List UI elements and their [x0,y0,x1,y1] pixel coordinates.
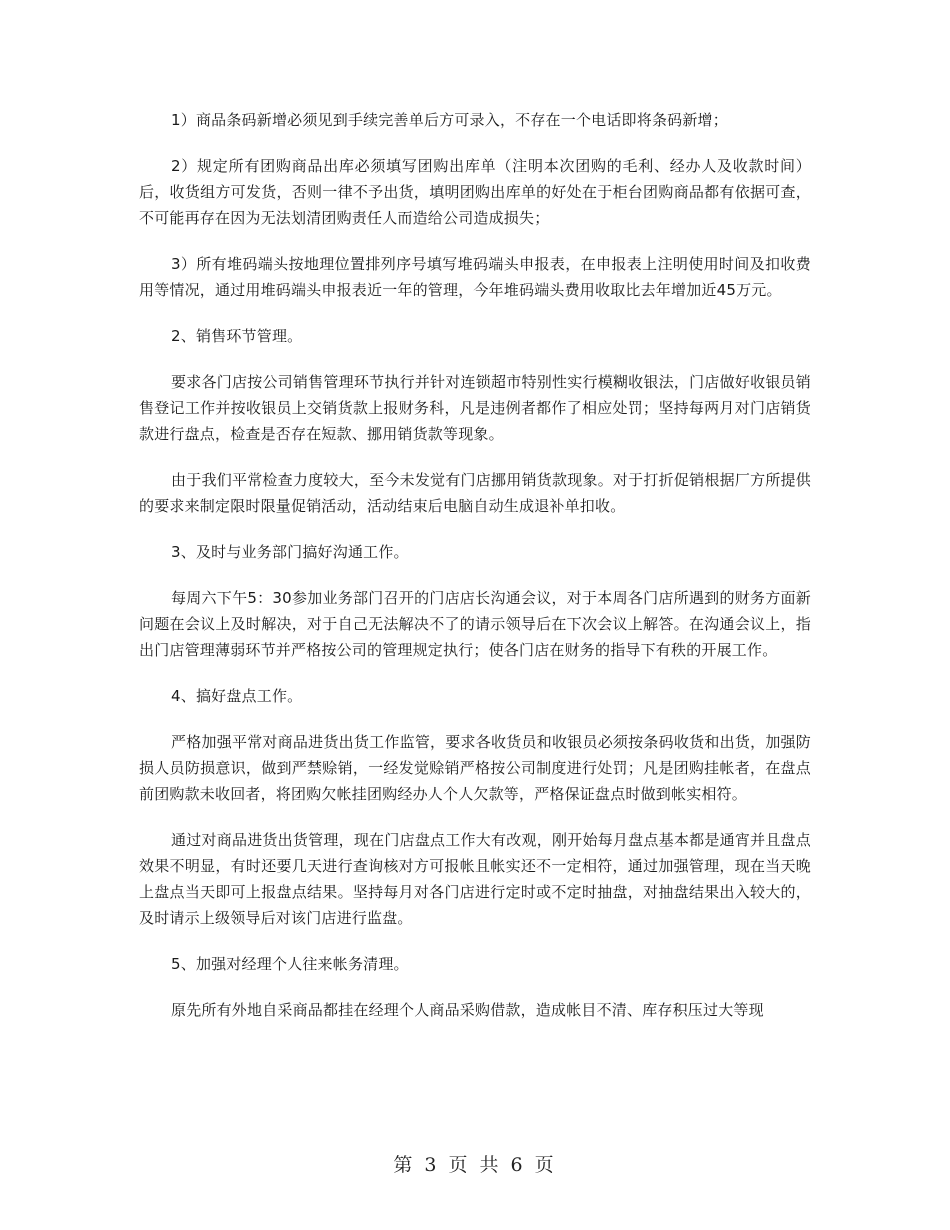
paragraph-2: 2）规定所有团购商品出库必须填写团购出库单（注明本次团购的毛利、经办人及收款时间）后，收货组方可发货，否则一律不予出货，填明团购出库单的好处在于柜台团购商品都有依据可查，不可能再存在因为无法划清团购责任人而造给公司造成损失； [139,157,811,227]
paragraph-10: 严格加强平常对商品进货出货工作监管，要求各收货员和收银员必须按条码收货和出货，加强防损人员防损意识，做到严禁赊销，一经发觉赊销严格按公司制度进行处罚；凡是团购挂帐者，在盘点前团购款未收回者，将团购欠帐挂团购经办人个人欠款等，严格保证盘点时做到帐实相符。 [139,733,811,803]
paragraph-3: 3）所有堆码端头按地理位置排列序号填写堆码端头申报表，在申报表上注明使用时间及扣收费用等情况，通过用堆码端头申报表近一年的管理，今年堆码端头费用收取比去年增加近45万元。 [139,255,811,299]
paragraph-5: 要求各门店按公司销售管理环节执行并针对连锁超市特别性实行模糊收银法，门店做好收银员销售登记工作并按收银员上交销货款上报财务科，凡是违例者都作了相应处罚；坚持每两月对门店销货款进行盘点，检查是否存在短款、挪用销货款等现象。 [139,373,811,443]
paragraph-1: 1）商品条码新增必须见到手续完善单后方可录入，不存在一个电话即将条码新增； [171,111,728,129]
page-number-footer: 第 3 页 共 6 页 [393,1154,557,1176]
paragraph-11: 通过对商品进货出货管理，现在门店盘点工作大有改观，刚开始每月盘点基本都是通宵并且盘点效果不明显，有时还要几天进行查询核对方可报帐且帐实还不一定相符，通过加强管理，现在当天晚上盘点当天即可上报盘点结果。坚持每月对各门店进行定时或不定时抽盘，对抽盘结果出入较大的，及时请示上级领导后对该门店进行监盘。 [139,831,811,927]
document-body [139,107,811,1043]
paragraph-6: 由于我们平常检查力度较大，至今未发觉有门店挪用销货款现象。对于打折促销根据厂方所提供的要求来制定限时限量促销活动，活动结束后电脑自动生成退补单扣收。 [139,471,811,515]
section-heading-sales: 2、销售环节管理。 [171,327,303,345]
section-heading-inventory: 4、搞好盘点工作。 [171,687,303,705]
paragraph-8: 每周六下午5：30参加业务部门召开的门店店长沟通会议，对于本周各门店所遇到的财务方面新问题在会议上及时解决，对于自己无法解决不了的请示领导后在下次会议上解答。在沟通会议上，指出门店管理薄弱环节并严格按公司的管理规定执行；使各门店在财务的指导下有秩的开展工作。 [139,589,811,659]
paragraph-13: 原先所有外地自采商品都挂在经理个人商品采购借款，造成帐目不清、库存积压过大等现 [171,1001,764,1019]
section-heading-communication: 3、及时与业务部门搞好沟通工作。 [171,543,409,561]
section-heading-accounts: 5、加强对经理个人往来帐务清理。 [171,955,409,973]
